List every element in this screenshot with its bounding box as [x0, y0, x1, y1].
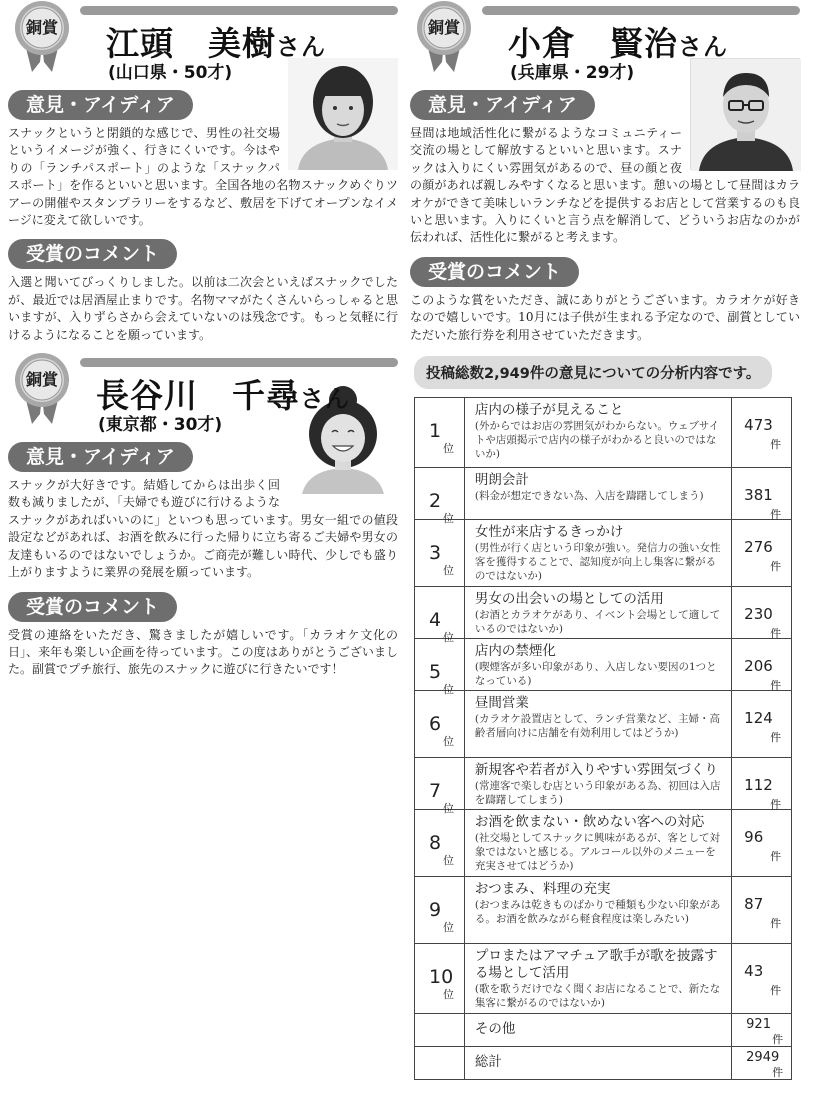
description-cell — [464, 944, 731, 1014]
winner-name: 江頭 美樹さん — [106, 24, 326, 63]
comment-text: 受賞の連絡をいただき、驚きましたが嬉しいです。「カラオケ文化の日」、来年も楽しい企画を待っています。この度はありがとうございました。副賞でプチ旅行、旅先のスナックに遊びに行きたいです！ — [8, 627, 398, 677]
idea-section — [8, 440, 398, 581]
rank-cell — [415, 639, 465, 697]
comment-section — [8, 237, 398, 344]
idea-text: 昼間は地域活性化に繋がるようなコミュニティー交流の場として解放するといいと思います。スナックは入りにくい雰囲気があるので、昼の顔と夜の顔があれば親しみやすくなると思います。憩いの場として昼間はカラオケができて美味しいランチなどを提供するお店として営業するのも良いと思います。入りにくいと言う点を解消して、どういうお店なのかが伝われば、活性化に繋がると考えます。 — [410, 126, 800, 245]
rank-cell — [415, 691, 465, 758]
winner-header-ogura — [410, 0, 800, 88]
count-value: 921 — [746, 1017, 771, 1033]
rank-number: 2 — [429, 490, 442, 513]
row-title: 男女の出会いの場としての活用 — [474, 591, 664, 608]
count-unit: 件 — [770, 731, 782, 745]
rank-cell — [415, 520, 465, 587]
row-note: (おつまみは乾きものばかりで種類も少ない印象がある。お酒を飲みながら軽食程度は楽しみたい) — [474, 899, 721, 926]
description-cell — [464, 810, 731, 877]
rank-number: 6 — [429, 713, 442, 736]
count-value: 276 — [744, 538, 773, 557]
divider — [80, 6, 398, 15]
row-title: 新規客や若者が入りやすい雰囲気づくり — [474, 762, 718, 779]
description-cell — [464, 520, 731, 587]
row-note: (男性が行く店という印象が強い。発信力の強い女性客を獲得することで、認知度が向上し集客に繋がるのではないか) — [474, 542, 721, 583]
description-cell — [464, 398, 731, 468]
row-title: 女性が来店するきっかけ — [474, 524, 624, 541]
rank-unit: 位 — [443, 988, 454, 1002]
rank-unit: 位 — [443, 564, 454, 578]
rank-number: 7 — [429, 780, 442, 803]
award-label: 銅賞 — [427, 18, 460, 37]
count-cell — [732, 877, 792, 944]
count-unit: 件 — [770, 798, 782, 812]
idea-section — [8, 88, 398, 229]
winner-header-hasegawa — [8, 352, 398, 440]
count-unit: 件 — [770, 560, 782, 574]
rank-unit: 位 — [443, 921, 454, 935]
bronze-medal-icon — [412, 0, 476, 74]
rank-number: 4 — [429, 609, 442, 632]
count-value: 473 — [744, 416, 773, 435]
table-row — [415, 758, 792, 810]
rank-cell — [415, 587, 465, 645]
rank-unit: 位 — [443, 631, 454, 645]
comment-heading: 受賞のコメント — [410, 257, 579, 287]
row-note: (歌を歌うだけでなく聞くお店になることで、新たな集客に繋がるのではないか) — [474, 983, 721, 1010]
row-note: (外からではお店の雰囲気がわからない。ウェブサイトや店頭掲示で店内の様子がわかると良いのではないか) — [474, 420, 720, 461]
rank-cell — [415, 944, 465, 1014]
row-title: 店内の禁煙化 — [474, 643, 556, 660]
label-cell — [464, 1014, 731, 1047]
left-column — [8, 0, 398, 687]
count-cell — [732, 587, 792, 639]
total-row — [415, 1047, 792, 1080]
table-row — [415, 877, 792, 944]
rank-number: 5 — [429, 661, 442, 684]
idea-text: スナックが大好きです。結婚してからは出歩く回数も減りましたが、「夫婦でも遊びに行けるようなスナックがあればいいのに」といつも思っています。男女一組での値段設定などがあれば、お酒を飲みに行った帰りに立ち寄るご夫婦や男女の友達もいるのではないでしょうか。ご商売が難しい時代、少しでも盛り上がりますように業界の発展を願っています。 — [8, 478, 398, 580]
comment-heading: 受賞のコメント — [8, 239, 177, 269]
row-title: おつまみ、料理の充実 — [474, 881, 611, 898]
bronze-medal-icon — [10, 0, 74, 74]
right-column — [410, 0, 800, 1080]
rank-number: 8 — [429, 832, 442, 855]
description-cell — [464, 691, 731, 758]
count-unit: 件 — [772, 1066, 784, 1080]
count-unit: 件 — [770, 850, 782, 864]
winner-name: 長谷川 千尋さん — [96, 376, 350, 416]
count-value: 124 — [744, 709, 773, 728]
description-cell — [464, 639, 731, 691]
rank-cell — [415, 468, 465, 526]
comment-section — [8, 590, 398, 679]
count-unit: 件 — [770, 508, 782, 522]
rank-cell — [415, 1047, 465, 1080]
bronze-medal-icon — [10, 352, 74, 426]
winner-header-egashira — [8, 0, 398, 88]
count-cell — [732, 1047, 792, 1080]
count-cell — [732, 944, 792, 1014]
winner-prefecture: (兵庫県・29才) — [510, 63, 635, 83]
award-label: 銅賞 — [25, 18, 58, 37]
table-row — [415, 587, 792, 639]
row-title: 明朗会計 — [474, 472, 529, 489]
label-cell — [464, 1047, 731, 1080]
count-unit: 件 — [770, 984, 782, 998]
row-note: (常連客で楽しむ店という印象がある為、初回は入店を躊躇してしまう) — [474, 780, 721, 807]
description-cell — [464, 877, 731, 944]
count-cell — [732, 758, 792, 810]
count-value: 206 — [744, 657, 773, 676]
row-title: 総計 — [474, 1054, 502, 1071]
rank-number: 1 — [429, 420, 442, 443]
description-cell — [464, 758, 731, 810]
count-cell — [732, 691, 792, 758]
count-unit: 件 — [770, 917, 782, 931]
rank-cell — [415, 810, 465, 877]
count-unit: 件 — [770, 679, 782, 693]
row-title: 昼間営業 — [474, 695, 529, 712]
count-unit: 件 — [770, 627, 782, 641]
row-title: その他 — [474, 1021, 516, 1038]
idea-text: スナックというと閉鎖的な感じで、男性の社交場というイメージが強く、行きにくいです。今はやりの「ランチパスポート」のような「スナックパスポート」を作るといいと思います。全国各地の名物スナックめぐりツアーの開催やスタンプラリーをするなど、敷居を下げてオープンなイメージに変えて欲しいです。 — [8, 126, 398, 228]
comment-text: このような賞をいただき、誠にありがとうございます。カラオケが好きなので嬉しいです。10月には子供が生まれる予定なので、副賞としていただいた旅行券を利用させていただきます。 — [410, 292, 800, 342]
row-note: (お酒とカラオケがあり、イベント会場として適しているのではないか) — [474, 609, 721, 636]
rank-number: 10 — [429, 966, 454, 989]
count-value: 381 — [744, 486, 773, 505]
comment-text: 入選と聞いてびっくりしました。以前は二次会といえばスナックでしたが、最近では居酒屋止まりです。名物ママがたくさんいらっしゃると思いますが、入りずらさから会えていないのは残念です。もっと気軽に行けるようになることを願っています。 — [8, 275, 398, 342]
rank-cell — [415, 1014, 465, 1047]
count-cell — [732, 398, 792, 468]
description-cell — [464, 587, 731, 639]
other-row — [415, 1014, 792, 1047]
divider — [80, 358, 398, 367]
rank-unit: 位 — [443, 683, 454, 697]
row-title: 店内の様子が見えること — [474, 402, 624, 419]
winner-prefecture: (東京都・30才) — [98, 415, 223, 436]
table-row — [415, 691, 792, 758]
divider — [482, 6, 800, 15]
idea-heading: 意見・アイディア — [8, 90, 193, 120]
row-title: お酒を飲まない・飲めない客への対応 — [474, 814, 705, 831]
rank-unit: 位 — [443, 512, 454, 526]
count-value: 96 — [744, 828, 764, 847]
count-cell — [732, 639, 792, 691]
table-row — [415, 639, 792, 691]
row-note: (社交場としてスナックに興味があるが、客として対象ではないと感じる。アルコール以外のメニューを充実させてはどうか) — [474, 832, 721, 873]
table-row — [415, 810, 792, 877]
count-value: 87 — [744, 895, 764, 914]
description-cell — [464, 468, 731, 520]
count-value: 43 — [744, 962, 764, 981]
row-note: (喫煙客が多い印象があり、入店しない要因の1つとなっている) — [474, 661, 717, 688]
winner-prefecture: (山口県・50才) — [108, 63, 233, 83]
rank-unit: 位 — [443, 854, 454, 868]
row-note: (料金が想定できない為、入店を躊躇してしまう) — [474, 490, 704, 503]
comment-heading: 受賞のコメント — [8, 592, 177, 622]
count-unit: 件 — [772, 1033, 784, 1047]
table-row — [415, 944, 792, 1014]
ranking-table — [414, 397, 792, 1080]
count-cell — [732, 468, 792, 520]
rank-cell — [415, 758, 465, 816]
count-value: 230 — [744, 605, 773, 624]
count-cell — [732, 1014, 792, 1047]
winner-name: 小倉 賢治さん — [508, 24, 728, 63]
table-row — [415, 398, 792, 468]
idea-section — [410, 88, 800, 247]
rank-cell — [415, 877, 465, 944]
idea-heading: 意見・アイディア — [8, 442, 193, 472]
rank-unit: 位 — [443, 442, 454, 456]
rank-unit: 位 — [443, 802, 454, 816]
row-note: (カラオケ設置店として、ランチ営業など、主婦・高齢者層向けに店舗を有効利用してはどうか) — [474, 713, 721, 740]
analysis-title: 投稿総数2,949件の意見についての分析内容です。 — [414, 356, 772, 389]
table-row — [415, 468, 792, 520]
rank-unit: 位 — [443, 735, 454, 749]
count-value: 2949 — [746, 1050, 780, 1066]
award-label: 銅賞 — [25, 370, 58, 390]
count-cell — [732, 810, 792, 877]
idea-heading: 意見・アイディア — [410, 90, 595, 120]
table-row — [415, 520, 792, 587]
count-cell — [732, 520, 792, 587]
comment-section — [410, 255, 800, 344]
count-unit: 件 — [770, 438, 782, 452]
rank-number: 9 — [429, 899, 442, 922]
rank-number: 3 — [429, 542, 442, 565]
count-value: 112 — [744, 776, 773, 795]
rank-cell — [415, 398, 465, 468]
row-title: プロまたはアマチュア歌手が歌を披露する場として活用 — [474, 948, 718, 982]
